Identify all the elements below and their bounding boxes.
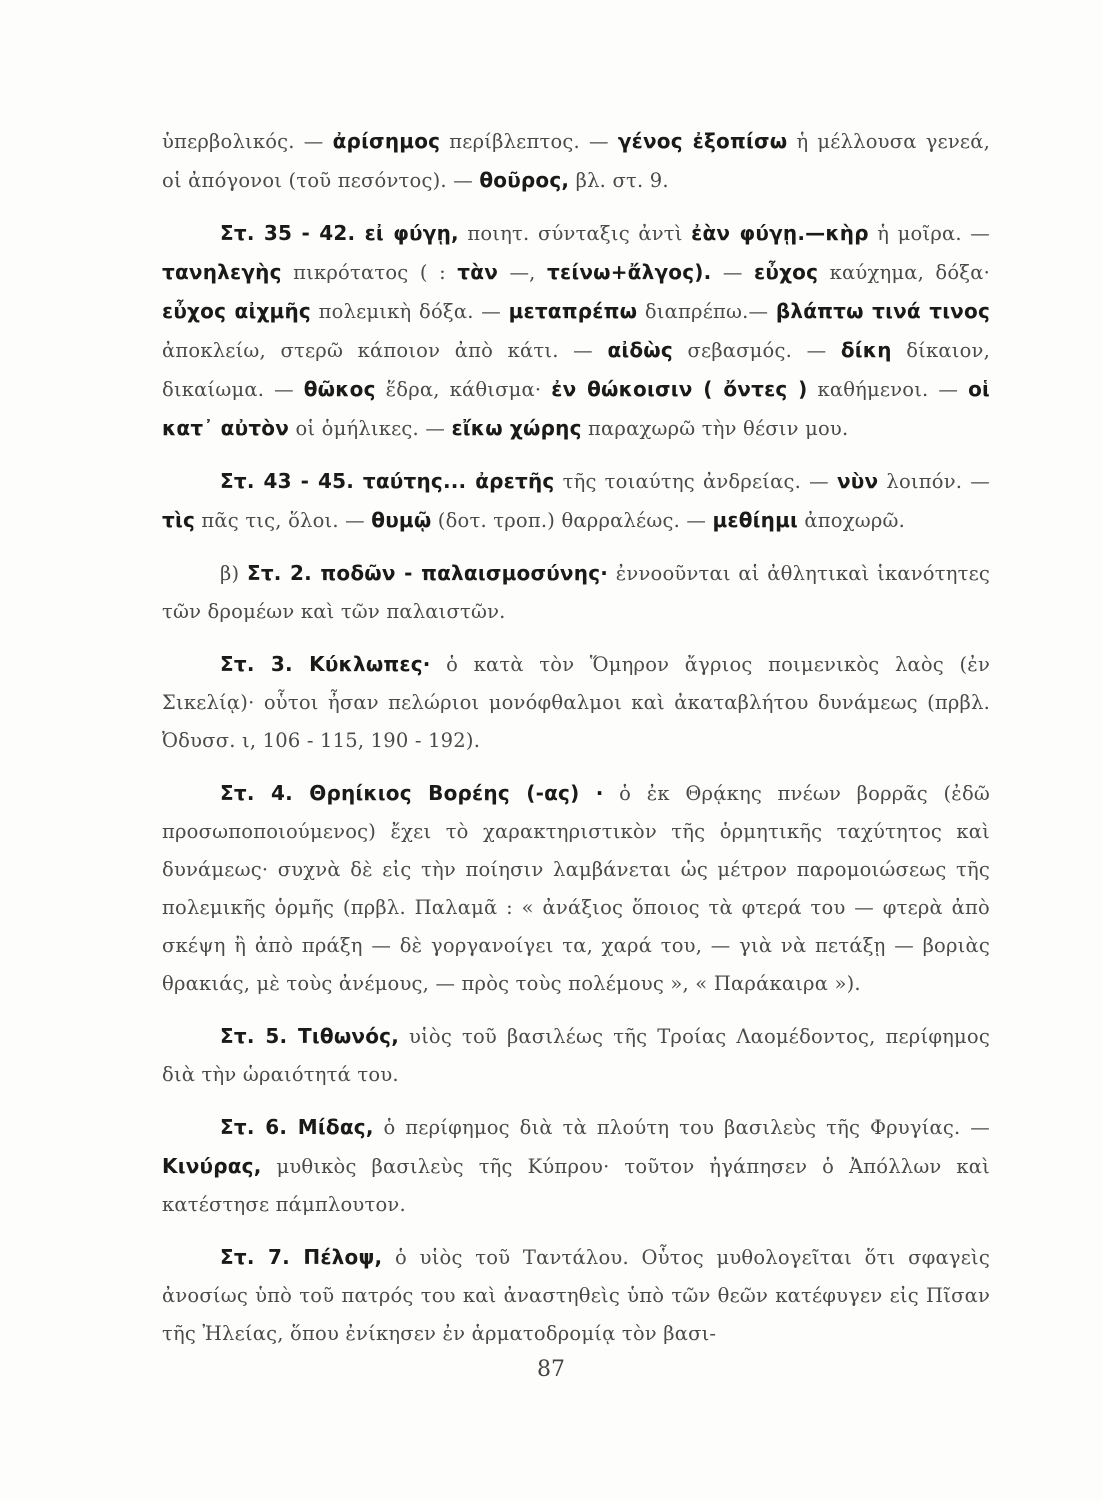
lemma-term: μεταπρέπω bbox=[508, 299, 638, 323]
gloss-text: παραχωρῶ τὴν θέσιν μου. bbox=[581, 417, 849, 440]
lemma-term: βλάπτω τινά τινος bbox=[775, 299, 991, 323]
gloss-text: — bbox=[711, 261, 755, 284]
lemma-term: ἀρίσημος bbox=[332, 129, 441, 153]
paragraph bbox=[162, 462, 990, 540]
lemma-term: Στ. 6. Μίδας, bbox=[220, 1115, 374, 1139]
gloss-text: ποιητ. σύνταξις ἀντὶ bbox=[458, 222, 692, 245]
gloss-text: οἱ ὁμήλικες. — bbox=[289, 417, 452, 440]
gloss-text: ἡ μέλλουσα γενεά, οἱ ἀπόγονοι (τοῦ πεσόντος). — bbox=[162, 130, 990, 192]
gloss-text: ἐννοοῦνται αἱ ἀθλητικαὶ ἱκανότητες τῶν δρομέων καὶ τῶν παλαιστῶν. bbox=[162, 562, 991, 623]
paragraph bbox=[162, 554, 990, 631]
gloss-text: (δοτ. τροπ.) θαρραλέως. — bbox=[431, 509, 713, 532]
lemma-term: νὺν bbox=[836, 469, 879, 493]
lemma-term: Στ. 35 - 42. εἰ φύγῃ, bbox=[220, 221, 459, 245]
lemma-term: τείνω+ἄλγος). bbox=[547, 260, 712, 284]
paragraph bbox=[162, 214, 990, 448]
gloss-text: σεβασμός. — bbox=[672, 339, 841, 362]
lemma-term: ἐν θώκοισιν ( ὄντες ) bbox=[551, 377, 808, 401]
gloss-text: πᾶς τις, ὅλοι. — bbox=[195, 509, 372, 532]
lemma-term: θυμῷ bbox=[371, 508, 432, 532]
lemma-term: Στ. 3. Κύκλωπες· bbox=[220, 652, 431, 676]
paragraph bbox=[162, 1108, 990, 1224]
gloss-text: ἀποκλείω, στερῶ κάποιον ἀπὸ κάτι. — bbox=[162, 339, 608, 362]
lemma-term: Κινύρας, bbox=[162, 1154, 262, 1178]
lemma-term: Στ. 5. Τιθωνός, bbox=[220, 1024, 400, 1048]
gloss-text: ἡ μοῖρα. — bbox=[868, 222, 991, 245]
page-number: 87 bbox=[537, 1357, 565, 1382]
lemma-term: Στ. 43 - 45. ταύτης... ἀρετῆς bbox=[220, 469, 555, 493]
lemma-term: θοῦρος, bbox=[479, 168, 570, 192]
gloss-text: ὁ ἐκ Θρᾴκης πνέων βορρᾶς (ἐδῶ προσωποποιούμενος) ἔχει τὸ χαρακτηριστικὸν τῆς ὁρμητικῆς ταχύτητος καὶ δυνάμεως· συχνὰ δὲ εἰς τὴν ποίησιν λαμβάνεται ὡς μέτρον παρομοιώσεως τῆς πολεμικῆς ὁρμῆς (πρβλ. Παλαμᾶ : « ἀνάξιος ὅποιος τὰ φτερά του — φτερὰ ἀπὸ σκέψη ἢ ἀπὸ πράξη — δὲ γοργανοίγει τα, χαρά του, — γιὰ νὰ πετάξῃ — βοριὰς θρακιάς, μὲ τοὺς ἀνέμους, — πρὸς τοὺς πολέμους », « Παράκαιρα »). bbox=[162, 782, 991, 995]
lemma-term: Στ. 4. Θρηίκιος Βορέης (-ας) · bbox=[220, 781, 604, 805]
lemma-term: θῶκος bbox=[303, 377, 376, 401]
gloss-text: ὁ κατὰ τὸν Ὅμηρον ἄγριος ποιμενικὸς λαὸς (ἐν Σικελίᾳ)· οὗτοι ἦσαν πελώριοι μονόφθαλμοι καὶ ἀκαταβλήτου δυνάμεως (πρβλ. Ὀδυσσ. ι, 106 - 115, 190 - 192). bbox=[162, 653, 990, 752]
lemma-term: τὰν bbox=[457, 260, 499, 284]
gloss-text: πικρότατος ( : bbox=[281, 261, 458, 284]
gloss-text: λοιπόν. — bbox=[878, 470, 990, 493]
lemma-term: μεθίημι bbox=[712, 508, 799, 532]
lemma-term: ἐὰν φύγῃ.—κὴρ bbox=[691, 221, 869, 245]
gloss-text: β) bbox=[220, 562, 247, 585]
gloss-text: ὑπερβολικός. — bbox=[162, 130, 333, 153]
lemma-term: Στ. 7. Πέλοψ, bbox=[220, 1245, 383, 1269]
gloss-text: καύχημα, δόξα· bbox=[818, 261, 991, 284]
paragraph bbox=[162, 1238, 990, 1353]
gloss-text: ἀποχωρῶ. bbox=[798, 509, 906, 532]
lemma-term: γένος ἐξοπίσω bbox=[617, 129, 788, 153]
gloss-text: υἱὸς τοῦ βασιλέως τῆς Τροίας Λαομέδοντος, περίφημος διὰ τὴν ὡραιότητά του. bbox=[162, 1025, 990, 1086]
lemma-term: τὶς bbox=[162, 508, 196, 532]
lemma-term: τανηλεγὴς bbox=[162, 260, 282, 284]
gloss-text: καθήμενοι. — bbox=[807, 378, 969, 401]
lemma-term: αἰδὼς bbox=[607, 338, 673, 362]
gloss-text: βλ. στ. 9. bbox=[569, 169, 669, 192]
gloss-text: διαπρέπω.— bbox=[637, 300, 776, 323]
gloss-text: ἕδρα, κάθισμα· bbox=[375, 378, 552, 401]
lemma-term: εὖχος bbox=[754, 260, 819, 284]
gloss-text: δίκαιον, δικαίωμα. — bbox=[162, 339, 990, 401]
gloss-text: πολεμικὴ δόξα. — bbox=[310, 300, 509, 323]
lemma-term: οἱ κατ᾽ αὐτὸν bbox=[162, 377, 990, 440]
gloss-text: ὁ υἱὸς τοῦ Ταντάλου. Οὗτος μυθολογεῖται ὅτι σφαγεὶς ἀνοσίως ὑπὸ τοῦ πατρός του καὶ ἀναστηθεὶς ὑπὸ τῶν θεῶν κατέφυγεν εἰς Πῖσαν τῆς Ἠλείας, ὅπου ἐνίκησεν ἐν ἁρματοδρομίᾳ τὸν βασι- bbox=[162, 1246, 990, 1345]
gloss-text: μυθικὸς βασιλεὺς τῆς Κύπρου· τοῦτον ἠγάπησεν ὁ Ἀπόλλων καὶ κατέστησε πάμπλουτον. bbox=[162, 1155, 990, 1216]
paragraph bbox=[162, 1017, 990, 1094]
gloss-text: ὁ περίφημος διὰ τὰ πλούτη του βασιλεὺς τῆς Φρυγίας. — bbox=[373, 1116, 990, 1139]
lemma-term: Στ. 2. ποδῶν - παλαισμοσύνης· bbox=[246, 561, 609, 585]
gloss-text: —, bbox=[498, 261, 548, 284]
lemma-term: εἴκω χώρης bbox=[451, 416, 582, 440]
gloss-text: τῆς τοιαύτης ἀνδρείας. — bbox=[554, 470, 837, 493]
lemma-term: δίκη bbox=[840, 338, 892, 362]
paragraph bbox=[162, 645, 990, 760]
lemma-term: εὖχος αἰχμῆς bbox=[162, 299, 311, 323]
page-body bbox=[162, 122, 990, 1353]
paragraph bbox=[162, 122, 990, 200]
paragraph bbox=[162, 774, 990, 1003]
gloss-text: περίβλεπτος. — bbox=[440, 130, 618, 153]
